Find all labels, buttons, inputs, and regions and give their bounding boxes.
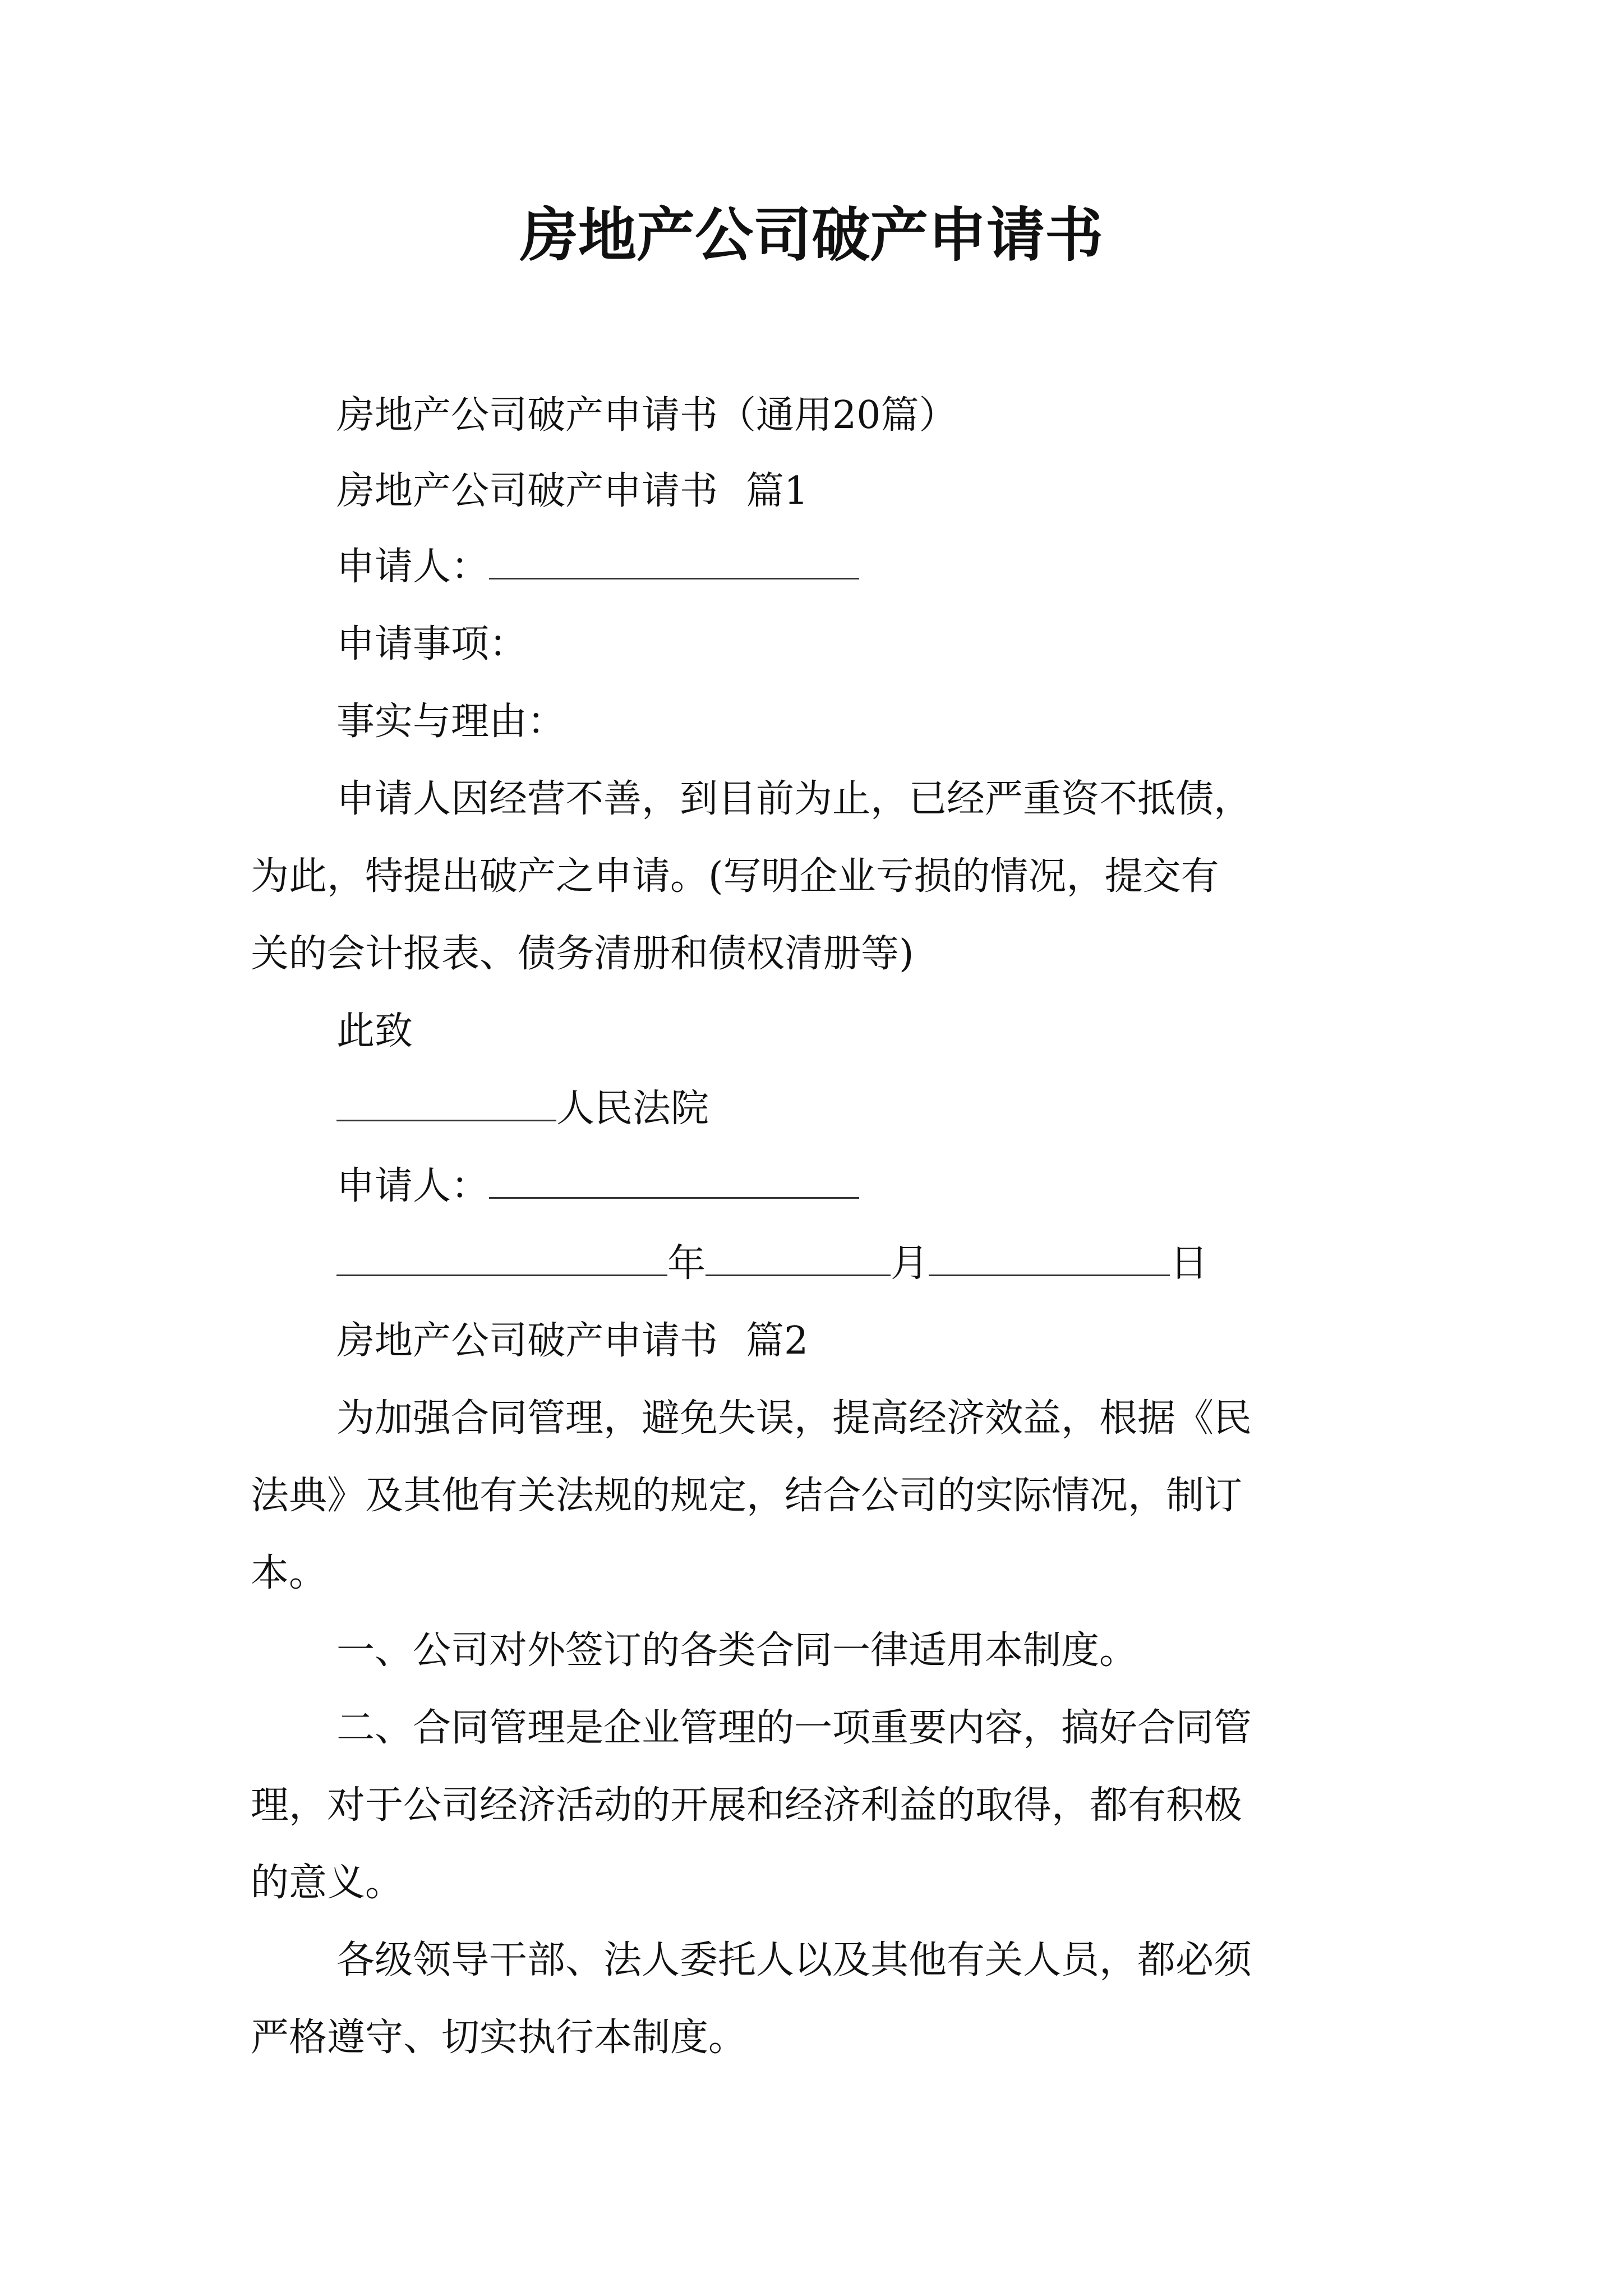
facts-line-1: 申请人因经营不善，到目前为止，已经严重资不抵债， <box>336 777 1252 821</box>
para3-line-1: 二、合同管理是企业管理的一项重要内容，搞好合同管 <box>336 1706 1252 1750</box>
year-blank <box>336 1249 667 1276</box>
piece2-number: 篇2 <box>746 1319 809 1363</box>
facts-line-2: 为此，特提出破产之申请。(写明企业亏损的情况，提交有 <box>251 854 1219 899</box>
court-line <box>336 1070 1402 1148</box>
month-label: 月 <box>891 1241 929 1286</box>
para1-line-2: 法典》及其他有关法规的规定，结合公司的实际情况，制订 <box>251 1474 1243 1518</box>
para4-line-2: 严格遵守、切实执行本制度。 <box>251 2016 747 2060</box>
applicant-blank-2 <box>489 1171 859 1199</box>
facts-line-3: 关的会计报表、债务清册和债权清册等) <box>251 932 914 976</box>
applicant-line-2 <box>336 1148 1402 1225</box>
matter-label: 申请事项： <box>336 622 528 666</box>
date-line <box>336 1225 1402 1303</box>
subtitle: 房地产公司破产申请书（通用20篇） <box>336 393 957 438</box>
day-label: 日 <box>1170 1241 1209 1286</box>
piece1-heading-text: 房地产公司破产申请书 <box>336 469 718 513</box>
month-blank <box>706 1249 891 1276</box>
para1-line-1: 为加强合同管理，避免失误，提高经济效益，根据《民 <box>336 1396 1252 1441</box>
year-label: 年 <box>667 1241 706 1286</box>
para3-line-2: 理，对于公司经济活动的开展和经济利益的取得，都有积极 <box>251 1783 1243 1828</box>
court-blank <box>336 1094 556 1121</box>
facts-label: 事实与理由： <box>336 700 566 744</box>
applicant-label: 申请人： <box>336 545 490 589</box>
para4-line-1: 各级领导干部、法人委托人以及其他有关人员，都必须 <box>336 1938 1252 1982</box>
page-title: 房地产公司破产申请书 <box>519 201 1103 269</box>
applicant-blank <box>489 552 859 579</box>
greeting: 此致 <box>336 1009 413 1053</box>
court-suffix: 人民法院 <box>556 1087 709 1131</box>
piece2-heading <box>336 1303 1402 1380</box>
piece2-heading-text: 房地产公司破产申请书 <box>336 1319 718 1363</box>
applicant-label-2: 申请人： <box>336 1164 490 1208</box>
para1-line-3: 本。 <box>251 1551 328 1595</box>
para2: 一、公司对外签订的各类合同一律适用本制度。 <box>336 1628 1138 1673</box>
day-blank <box>929 1249 1170 1276</box>
piece1-heading <box>336 453 1402 530</box>
applicant-line <box>336 528 1402 606</box>
para3-line-3: 的意义。 <box>251 1861 404 1905</box>
piece1-number: 篇1 <box>746 469 809 513</box>
